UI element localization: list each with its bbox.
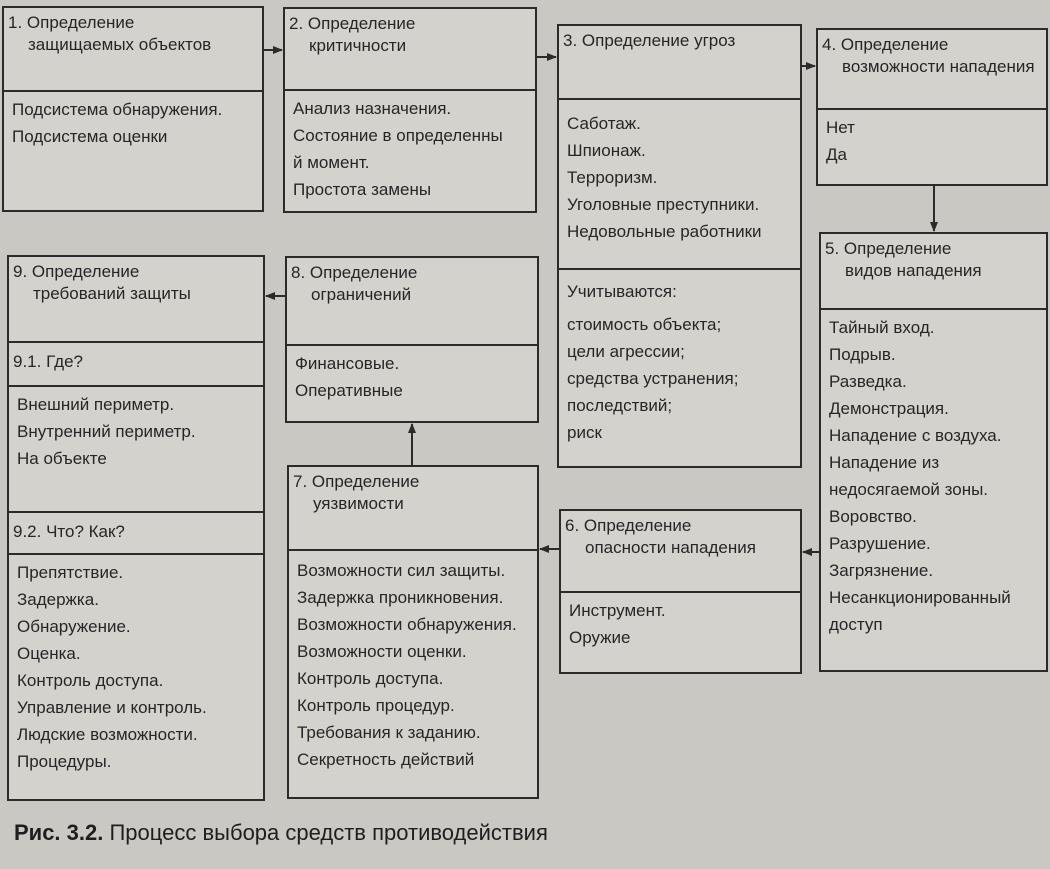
box-3-item: Терроризм. [567, 168, 658, 187]
box-8-item: Финансовые. [295, 354, 400, 373]
box-9-title [9, 257, 263, 341]
box-6-items [561, 591, 800, 655]
box-3-considered-item: стоимость объекта; [567, 315, 722, 334]
box-2-items [285, 89, 535, 207]
box-8-title-line2: ограничений [311, 285, 412, 304]
box-6-item: Инструмент. [569, 601, 666, 620]
box-7-title-line2: уязвимости [313, 494, 404, 513]
box-1-title-line1: 1. Определение [8, 13, 135, 32]
box-1-item: Подсистема оценки [12, 127, 168, 146]
figure-caption [14, 820, 548, 846]
box-3-item: Уголовные преступники. [567, 195, 760, 214]
box-2-item: й момент. [293, 153, 370, 172]
box-8-title-line1: 8. Определение [291, 263, 418, 282]
box-1-item: Подсистема обнаружения. [12, 100, 223, 119]
box-9-sub2-item: Обнаружение. [17, 617, 131, 636]
box-5-item: Тайный вход. [829, 318, 935, 337]
box-3-considered-item: цели агрессии; [567, 342, 685, 361]
box-5-title-line1: 5. Определение [825, 239, 952, 258]
box-9-sub1-title [9, 341, 263, 385]
box-3-considered-item: средства устранения; [567, 369, 739, 388]
box-7-item: Контроль процедур. [297, 696, 455, 715]
box-7-title-line1: 7. Определение [293, 472, 420, 491]
box-1-title [4, 8, 262, 90]
box-8-items [287, 344, 537, 408]
box-9-sub2-items [9, 553, 263, 779]
box-7-item: Задержка проникновения. [297, 588, 504, 607]
box-3-title-line1: 3. Определение угроз [563, 31, 736, 50]
box-2-title-line1: 2. Определение [289, 14, 416, 33]
box-3-item: Шпионаж. [567, 141, 646, 160]
box-3-considered-item: последствий; [567, 396, 673, 415]
box-5-title-line2: видов нападения [845, 261, 982, 280]
box-9-protection-requirements [7, 255, 265, 801]
box-7-item: Возможности обнаружения. [297, 615, 517, 634]
box-9-sub2-item: Управление и контроль. [17, 698, 207, 717]
box-7-item: Возможности сил защиты. [297, 561, 506, 580]
box-9-title-line2: требований защиты [33, 284, 191, 303]
box-7-vulnerability [287, 465, 539, 799]
box-2-item: Состояние в определенны [293, 126, 503, 145]
box-9-sub2-label: 9.2. Что? Как? [13, 522, 125, 541]
box-9-sub2-item: Процедуры. [17, 752, 112, 771]
box-2-item: Простота замены [293, 180, 432, 199]
box-3-considered-title: Учитываются: [567, 282, 677, 301]
box-4-title-line1: 4. Определение [822, 35, 949, 54]
box-5-item: Подрыв. [829, 345, 896, 364]
box-4-title [818, 30, 1046, 108]
box-5-item: Воровство. [829, 507, 917, 526]
box-5-items [821, 308, 1046, 642]
box-4-item: Нет [826, 118, 855, 137]
figure-caption-label: Рис. 3.2. [14, 820, 104, 845]
box-4-item: Да [826, 145, 847, 164]
box-2-title [285, 9, 535, 89]
box-2-title-line2: критичности [309, 36, 407, 55]
box-4-items [818, 108, 1046, 172]
box-7-title [289, 467, 537, 549]
box-2-item: Анализ назначения. [293, 99, 452, 118]
box-9-sub2-item: Задержка. [17, 590, 99, 609]
box-3-items [559, 98, 800, 268]
box-8-title [287, 258, 537, 344]
box-5-item: Несанкционированный [829, 588, 1011, 607]
box-4-title-line2: возможности нападения [842, 57, 1035, 76]
box-9-sub2-item: Оценка. [17, 644, 81, 663]
box-6-item: Оружие [569, 628, 631, 647]
box-7-item: Возможности оценки. [297, 642, 467, 661]
box-6-title [561, 511, 800, 591]
box-6-title-line1: 6. Определение [565, 516, 692, 535]
box-5-item: недосягаемой зоны. [829, 480, 989, 499]
box-4-attack-possibility [816, 28, 1048, 186]
box-3-threats [557, 24, 802, 468]
box-6-attack-danger [559, 509, 802, 674]
box-3-considered [559, 268, 800, 450]
box-9-sub2-item: Препятствие. [17, 563, 124, 582]
box-9-sub2-title [9, 511, 263, 553]
box-5-item: Нападение с воздуха. [829, 426, 1002, 445]
box-2-criticality [283, 7, 537, 213]
box-5-item: Нападение из [829, 453, 940, 472]
box-3-item: Саботаж. [567, 114, 641, 133]
box-9-sub2-item: Контроль доступа. [17, 671, 164, 690]
box-5-item: Разведка. [829, 372, 907, 391]
box-9-sub1-item: Внутренний периметр. [17, 422, 196, 441]
box-9-sub1-item: На объекте [17, 449, 107, 468]
box-5-item: Разрушение. [829, 534, 931, 553]
box-7-item: Контроль доступа. [297, 669, 444, 688]
box-9-sub2-item: Людские возможности. [17, 725, 198, 744]
box-1-protected-objects [2, 6, 264, 212]
box-9-sub1-items [9, 385, 263, 511]
box-8-constraints [285, 256, 539, 423]
box-5-item: Демонстрация. [829, 399, 949, 418]
box-8-item: Оперативные [295, 381, 403, 400]
box-5-item: доступ [829, 615, 883, 634]
box-5-item: Загрязнение. [829, 561, 934, 580]
box-3-item: Недовольные работники [567, 222, 762, 241]
box-3-title [559, 26, 800, 98]
box-6-title-line2: опасности нападения [585, 538, 756, 557]
box-1-title-line2: защищаемых объектов [28, 35, 212, 54]
box-5-title [821, 234, 1046, 308]
box-9-title-line1: 9. Определение [13, 262, 140, 281]
box-7-item: Требования к заданию. [297, 723, 481, 742]
box-1-items [4, 90, 262, 154]
box-9-sub1-label: 9.1. Где? [13, 352, 83, 371]
box-9-sub1-item: Внешний периметр. [17, 395, 175, 414]
box-7-item: Секретность действий [297, 750, 475, 769]
figure-caption-text: Процесс выбора средств противодействия [109, 820, 548, 845]
box-5-attack-types [819, 232, 1048, 672]
box-7-items [289, 549, 537, 777]
box-3-considered-item: риск [567, 423, 602, 442]
